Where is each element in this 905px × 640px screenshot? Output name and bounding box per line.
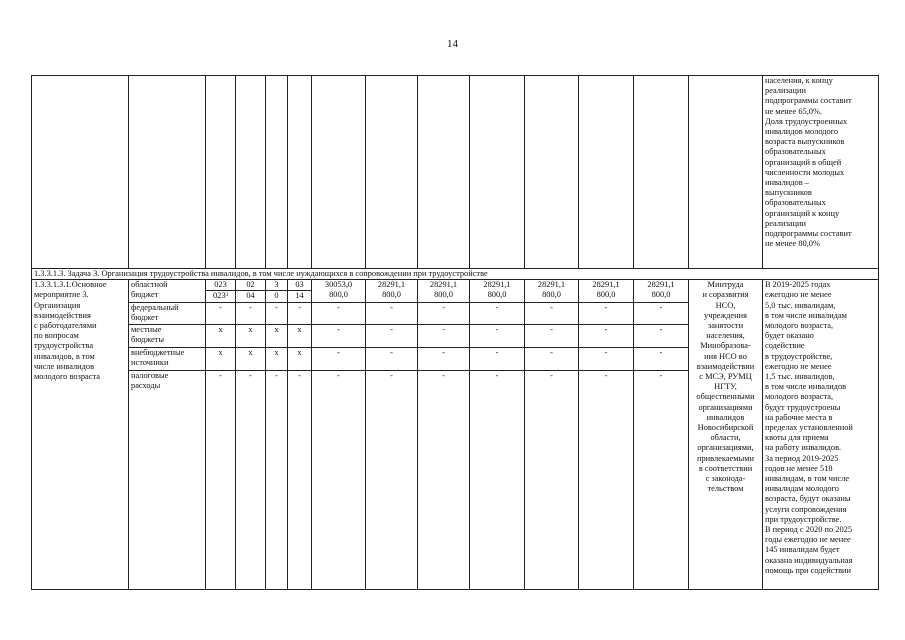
amount-value: 800,0 (596, 290, 616, 300)
code-value: - (249, 370, 252, 380)
amount-value: - (659, 302, 663, 312)
funding-source (129, 347, 206, 370)
text-line: организаций к концу (765, 208, 840, 218)
value-cell (470, 302, 525, 324)
subprogram-table (31, 75, 879, 590)
amount-value: - (659, 347, 663, 357)
code-cell (288, 347, 312, 370)
result-line: ежегодно не менее (765, 361, 832, 371)
text-line: реализации (765, 86, 806, 96)
funding-source-line: областной (131, 280, 168, 290)
executor-line: и соразвития (702, 290, 749, 300)
code-value: 02 (236, 280, 265, 291)
amount-value: - (390, 347, 393, 357)
value-cell (418, 370, 470, 589)
funding-row-regional (32, 280, 879, 302)
text-line: инвалидов – (765, 178, 809, 188)
value-cell (525, 347, 579, 370)
executor-line: Минобразова- (700, 341, 751, 351)
amount-value: - (337, 370, 340, 380)
funding-source-line: бюджеты (131, 334, 165, 344)
amount-value: 30053,0 (324, 280, 353, 290)
page-number: 14 (447, 38, 458, 50)
code-value: 03 (288, 280, 311, 291)
funding-source-line: источники (131, 357, 169, 367)
amount-value: 28291,1 (592, 280, 620, 290)
executor-line: НГТУ, (714, 382, 737, 392)
code-value: - (275, 370, 278, 380)
amount-value: - (495, 370, 499, 380)
value-cell (470, 280, 525, 302)
code-cell (288, 302, 312, 324)
amount-value: - (495, 347, 499, 357)
value-cell (312, 347, 366, 370)
result-line: на рабочие места в (765, 412, 833, 422)
value-cell (579, 324, 634, 347)
result-line: 145 инвалидам будет (765, 545, 840, 555)
amount-value: 800,0 (329, 290, 348, 300)
value-cell (525, 280, 579, 302)
result-line: квоты для приема (765, 433, 829, 443)
code-cell (266, 280, 288, 302)
result-line: годы ежегодно не менее (765, 535, 851, 545)
value-cell (366, 324, 418, 347)
funding-source (129, 302, 206, 324)
value-cell (312, 370, 366, 589)
amount-value: 800,0 (542, 290, 561, 300)
amount-value: - (495, 302, 499, 312)
continuation-result-cell (763, 76, 879, 269)
amount-value: 28291,1 (429, 280, 458, 290)
amount-value: - (550, 302, 553, 312)
code-value: 0 (274, 291, 279, 301)
executor-line: Новосибирской (697, 423, 754, 433)
value-cell (579, 302, 634, 324)
value-cell (470, 370, 525, 589)
funding-source-line: местные (131, 324, 162, 334)
code-value: - (219, 370, 222, 380)
result-line: в том числе инвалидам (765, 310, 847, 320)
executor-line: организациями (698, 402, 753, 412)
result-line: будут трудоустроены (765, 402, 841, 412)
text-line: инвалидов молодого (765, 127, 839, 137)
code-cell (288, 324, 312, 347)
result-line: 1,5 тыс. инвалидов, (765, 372, 835, 382)
executor-line: ния НСО во (704, 351, 747, 361)
value-cell (312, 302, 366, 324)
amount-value: - (604, 302, 608, 312)
amount-value: 28291,1 (537, 280, 566, 290)
value-cell (470, 347, 525, 370)
executor-line: занятости (707, 321, 744, 331)
code-cell (266, 324, 288, 347)
result-line: помощь при содействии (765, 565, 852, 575)
event-name-line: числе инвалидов (34, 361, 95, 371)
task-heading: 1.3.3.1.3. Задача 3. Организация трудоустройства инвалидов, в том числе нуждающихся в сопровождении при трудоустройстве (32, 269, 879, 280)
result-line: В период с 2020 по 2025 (765, 525, 853, 535)
result-line: годов не менее 518 (765, 463, 833, 473)
result-line: оказана индивидуальная (765, 555, 853, 565)
code-cell (236, 280, 266, 302)
result-line: В 2019-2025 годах (765, 280, 831, 290)
text-line: подпрограммы составит (765, 229, 852, 239)
code-value: x (218, 324, 223, 334)
executors-cell (689, 280, 763, 589)
text-line: Доля трудоустроенных (765, 116, 848, 126)
result-line: в трудоустройстве, (765, 351, 833, 361)
text-line: численности молодых (765, 167, 845, 177)
code-cell (288, 370, 312, 589)
amount-value: 28291,1 (647, 280, 675, 290)
result-line: инвалидам молодого (765, 484, 839, 494)
value-cell (418, 347, 470, 370)
amount-value: - (550, 347, 553, 357)
funding-source (129, 280, 206, 302)
code-cell (236, 347, 266, 370)
event-name-line: Организация (34, 300, 81, 310)
amount-value: - (337, 302, 340, 312)
result-line: при трудоустройстве. (765, 514, 842, 524)
amount-value: - (604, 324, 608, 334)
expected-result-cell (763, 280, 879, 589)
event-name-line: 1.3.3.1.3.1.Основное (34, 280, 107, 290)
funding-source-line: внебюджетные (131, 347, 185, 357)
executor-line: области, (710, 433, 741, 443)
code-value: 023 (206, 280, 235, 291)
value-cell (366, 280, 418, 302)
value-cell (579, 280, 634, 302)
executor-line: НСО, (715, 300, 736, 310)
code-cell (236, 370, 266, 589)
funding-source-line: бюджет (131, 312, 159, 322)
continuation-row (32, 76, 879, 269)
code-value: 023³ (212, 291, 229, 301)
amount-value: - (442, 302, 445, 312)
code-value: - (298, 302, 301, 312)
amount-value: - (390, 302, 393, 312)
result-line: услуги сопровождения (765, 504, 847, 514)
result-line: 5,0 тыс. инвалидам, (765, 300, 836, 310)
result-line: инвалидам, в том числе (765, 474, 850, 484)
amount-value: - (390, 324, 393, 334)
event-name-cell (32, 280, 129, 589)
code-cell (266, 370, 288, 589)
value-cell (418, 302, 470, 324)
executor-line: учреждения (704, 310, 747, 320)
code-value: x (274, 347, 279, 357)
executor-line: в соответствии (698, 463, 753, 473)
executor-line: общественными (696, 392, 755, 402)
value-cell (418, 280, 470, 302)
amount-value: - (550, 370, 553, 380)
executor-line: с МСЭ, РУМЦ (699, 372, 752, 382)
value-cell (470, 324, 525, 347)
amount-value: - (659, 324, 663, 334)
code-cell (236, 302, 266, 324)
value-cell (525, 324, 579, 347)
result-line: содействие (765, 341, 805, 351)
event-name-line: трудоустройства (34, 341, 94, 351)
code-value: 3 (266, 280, 287, 291)
result-line: молодого возраста, (765, 392, 834, 402)
text-line: не менее 65,0%. (765, 106, 823, 116)
result-line: молодого возраста, (765, 321, 834, 331)
text-line: образовательных (765, 147, 826, 157)
executor-line: населения, (706, 331, 745, 341)
amount-value: - (659, 370, 663, 380)
value-cell (366, 347, 418, 370)
amount-value: 800,0 (382, 290, 401, 300)
funding-source (129, 370, 206, 589)
amount-value: - (442, 324, 445, 334)
text-line: выпускников (765, 188, 812, 198)
code-cell (206, 324, 236, 347)
event-name-line: молодого возраста (34, 372, 100, 382)
funding-source-line: налоговые (131, 370, 169, 380)
code-value: x (218, 347, 223, 357)
amount-value: - (495, 324, 499, 334)
amount-value: - (337, 347, 340, 357)
executor-line: с законода- (705, 474, 746, 484)
code-value: 04 (246, 291, 255, 301)
code-cell (206, 347, 236, 370)
value-cell (366, 370, 418, 589)
event-name-line: мероприятие 3. (34, 290, 89, 300)
executor-line: тельством (707, 484, 744, 494)
code-cell (236, 324, 266, 347)
value-cell (525, 302, 579, 324)
amount-value: 800,0 (651, 290, 671, 300)
event-name-line: по вопросам (34, 331, 79, 341)
value-cell (634, 280, 689, 302)
result-line: За период 2019-2025 (765, 453, 839, 463)
task-heading-row (32, 269, 879, 280)
result-line: возраста, будут оказаны (765, 494, 851, 504)
amount-value: - (442, 370, 445, 380)
text-line: возраста выпускников (765, 137, 845, 147)
funding-source-line: федеральный (131, 302, 179, 312)
value-cell (634, 302, 689, 324)
executor-line: организациями, (697, 443, 754, 453)
value-cell (579, 370, 634, 589)
result-line: на работу инвалидов. (765, 443, 842, 453)
amount-value: - (390, 370, 393, 380)
amount-value: 28291,1 (483, 280, 511, 290)
code-value: x (248, 347, 253, 357)
code-value: x (297, 324, 302, 334)
text-line: образовательных (765, 198, 826, 208)
event-name-line: взаимодействия (34, 310, 91, 320)
value-cell (634, 347, 689, 370)
code-cell (206, 370, 236, 589)
funding-source-line: бюджет (131, 290, 159, 300)
code-cell (206, 302, 236, 324)
text-line: не менее 80,0% (765, 239, 820, 249)
amount-value: 800,0 (434, 290, 453, 300)
value-cell (634, 370, 689, 589)
amount-value: - (604, 370, 608, 380)
amount-value: 28291,1 (377, 280, 406, 290)
code-value: - (219, 302, 222, 312)
funding-source (129, 324, 206, 347)
value-cell (418, 324, 470, 347)
text-line: подпрограммы составит (765, 96, 852, 106)
result-line: в том числе инвалидов (765, 382, 847, 392)
code-value: 14 (295, 291, 304, 301)
code-value: - (275, 302, 278, 312)
value-cell (634, 324, 689, 347)
code-cell (206, 280, 236, 302)
amount-value: - (442, 347, 445, 357)
text-line: населения, к концу (765, 76, 833, 85)
executor-line: инвалидов (706, 412, 745, 422)
code-value: x (274, 324, 279, 334)
executor-line: Минтруда (707, 280, 744, 290)
code-cell (266, 347, 288, 370)
amount-value: - (550, 324, 553, 334)
code-value: - (249, 302, 252, 312)
result-line: пределах установленной (765, 423, 853, 433)
value-cell (312, 324, 366, 347)
amount-value: 800,0 (487, 290, 507, 300)
result-line: будет оказано (765, 331, 814, 341)
value-cell (312, 280, 366, 302)
code-cell (288, 280, 312, 302)
event-name-line: инвалидов, в том (34, 351, 95, 361)
funding-source-line: расходы (131, 380, 161, 390)
value-cell (525, 370, 579, 589)
value-cell (366, 302, 418, 324)
value-cell (579, 347, 634, 370)
executor-line: привлекаемыми (697, 453, 754, 463)
code-value: x (248, 324, 253, 334)
event-name-line: с работодателями (34, 321, 97, 331)
amount-value: - (337, 324, 340, 334)
code-cell (266, 302, 288, 324)
amount-value: - (604, 347, 608, 357)
code-value: - (298, 370, 301, 380)
result-line: ежегодно не менее (765, 290, 832, 300)
text-line: реализации (765, 218, 806, 228)
code-value: x (297, 347, 302, 357)
text-line: организаций в общей (765, 157, 842, 167)
executor-line: взаимодействии (696, 361, 755, 371)
